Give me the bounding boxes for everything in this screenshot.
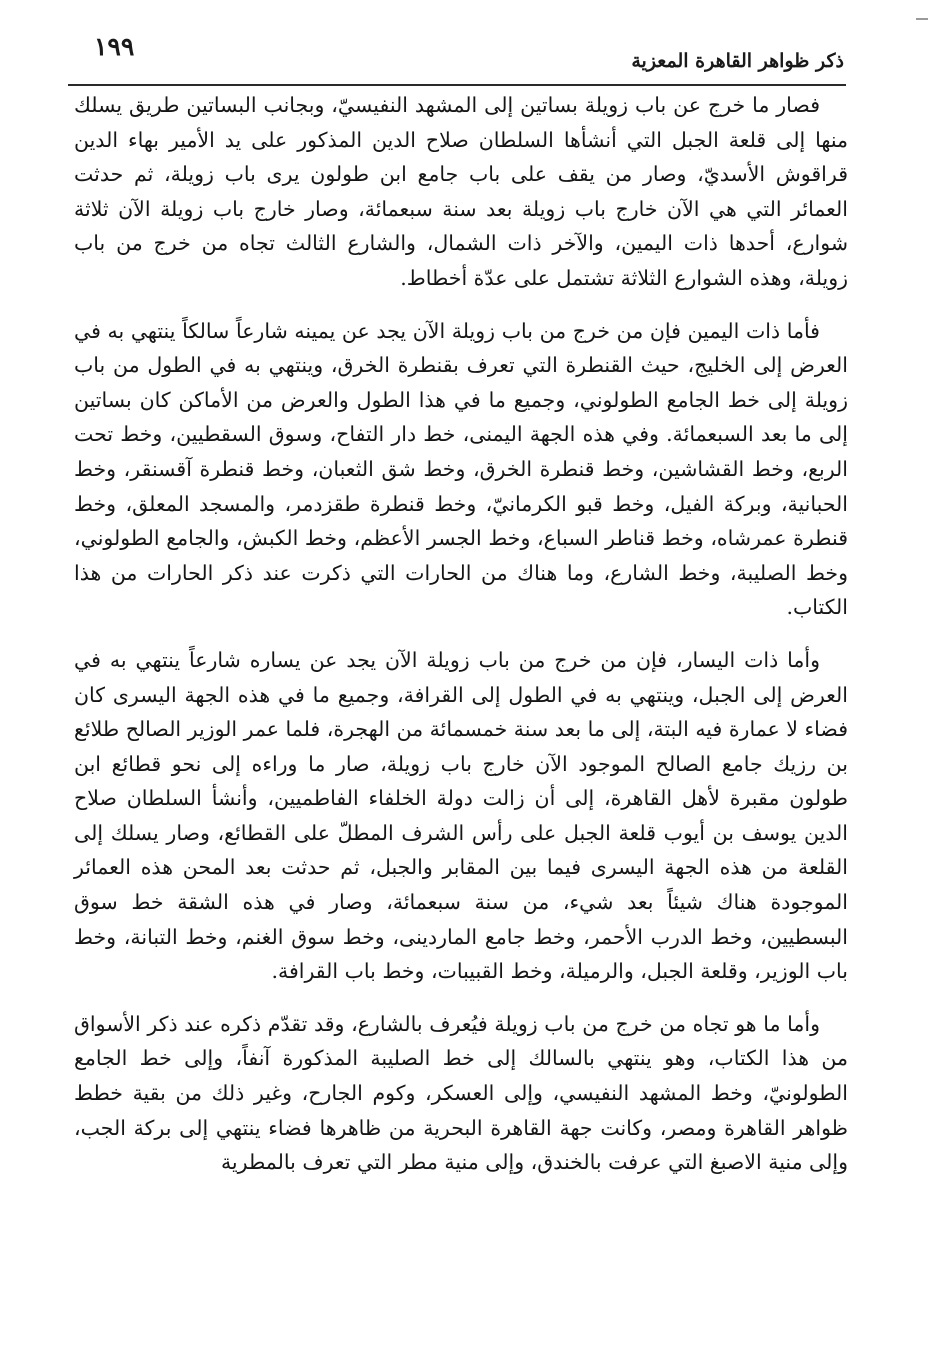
page-header — [68, 30, 844, 80]
paragraph-left-side: وأما ذات اليسار، فإن من خرج من باب زويلة الآن يجد عن يساره شارعاً ينتهي به في العرض إلى الجبل، وينتهي به في الطول إلى القرافة، وجميع ما في هذه الجهة اليسرى كان فضاء لا عمارة فيه البتة، إلى ما بعد سنة خمسمائة من الهجرة، فلما عمر الوزير الصالح طلائع بن رزيك جامع الصالح الموجود الآن خارج باب زويلة، صار ما وراءه إلى نحو قطائع ابن طولون مقبرة لأهل القاهرة، إلى أن زالت دولة الخلفاء الفاطميين، وأنشأ السلطان صلاح الدين يوسف بن أيوب قلعة الجبل على رأس الشرف المطلّ على القطائع، وصار يسلك إلى القلعة من هذه الجهة اليسرى فيما بين المقابر والجبل، ثم حدثت بعد المحن هذه العمائر الموجودة هناك شيئاً بعد شيء، من سنة سبعمائة، وصار في هذه الشقة خط سوق البسطيين، وخط الدرب الأحمر، وخط جامع الماردينى، وخط سوق الغنم، وخط التبانة، وخط باب الوزير، وقلعة الجبل، والرميلة، وخط القبيبات، وخط باب القرافة. — [74, 647, 848, 984]
running-title: ذكر ظواهر القاهرة المعزية — [631, 50, 844, 72]
page-number: ١٩٩ — [94, 32, 135, 61]
paragraph-right-side: فأما ذات اليمين فإن من خرج من باب زويلة الآن يجد عن يمينه شارعاً سالكاً ينتهي به في العرض إلى الخليج، حيث القنطرة التي تعرف بقنطرة الخرق، وينتهي به في الطول من باب زويلة إلى خط الجامع الطولوني، وجميع ما في هذا الطول والعرض من الأماكن كان بساتين إلى ما بعد السبعمائة. وفي هذه الجهة اليمنى، خط دار التفاح، وسوق السقطيين، وخط تحت الربع، وخط القشاشين، وخط قنطرة الخرق، وخط شق الثعبان، وخط قنطرة آقسنقر، وخط الحبانية، وبركة الفيل، وخط قبو الكرمانيّ، وخط قنطرة طقزدمر، والمسجد المعلق، وخط قنطرة عمرشاه، وخط قناطر السباع، وخط الجسر الأعظم، وخط الكبش، والجامع الطولوني، وخط الصليبة، وخط الشارع، وما هناك من الحارات التي ذكرت عند ذكر الحارات من هذا الكتاب. — [74, 318, 848, 620]
header-divider — [68, 84, 846, 86]
paragraph-straight-ahead: وأما ما هو تجاه من خرج من باب زويلة فيُعرف بالشارع، وقد تقدّم ذكره عند ذكر الأسواق من هذا الكتاب، وهو ينتهي بالسالك إلى خط الصليبة المذكورة آنفاً، وإلى خط الجامع الطولونيّ، وخط المشهد النفيسي، وإلى العسكر، وكوم الجارح، وغير ذلك من بقية خطط ظواهر القاهرة ومصر، وكانت جهة القاهرة البحرية من ظاهرها فضاء ينتهي إلى بركة الجب، وإلى منية الاصبغ التي عرفت بالخندق، وإلى منية مطر التي تعرف بالمطرية — [74, 1011, 848, 1175]
paragraph-intro: فصار ما خرج عن باب زويلة بساتين إلى المشهد النفيسيّ، وبجانب البساتين طريق يسلك منها إلى قلعة الجبل التي أنشأها السلطان صلاح الدين المذكور على يد الأمير بهاء الدين قراقوش الأسديّ، وصار من يقف على باب جامع ابن طولون يرى باب زويلة، ثم حدثت العمائر التي هي الآن خارج باب زويلة بعد سنة سبعمائة، وصار خارج باب زويلة الآن ثلاثة شوارع، أحدها ذات اليمين، والآخر ذات الشمال، والشارع الثالث تجاه من خرج من باب زويلة، وهذه الشوارع الثلاثة تشتمل على عدّة أخطاط. — [74, 93, 848, 290]
body-text — [74, 88, 848, 1180]
scan-artifact — [916, 18, 928, 20]
